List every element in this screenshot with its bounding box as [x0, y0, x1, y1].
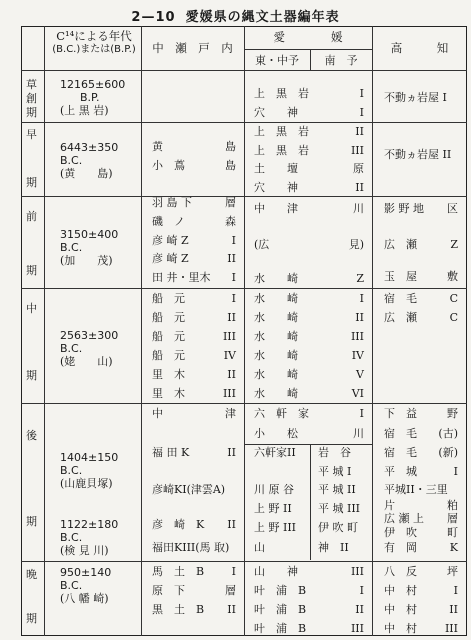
kochi-entry-site: 八 反	[384, 565, 417, 578]
nakase-entry	[152, 584, 236, 597]
nakase-entry-site: 黄	[152, 140, 163, 153]
kochi-entry-site: 平城II・三里	[384, 483, 448, 496]
ehime-east-entry: 上 野 III	[254, 521, 297, 534]
period-divider	[21, 288, 467, 289]
kochi-entry	[384, 407, 458, 420]
nakase-entry-type: III	[222, 387, 236, 400]
ehime-entry-type: I	[359, 106, 364, 119]
nakase-entry-site: 船 元	[152, 330, 185, 343]
period-label: 晩	[26, 568, 37, 581]
nakase-entry	[152, 271, 236, 284]
ehime-south-entry: 岩 谷	[318, 446, 351, 459]
kochi-entry-site: 不動ヵ岩屋 I	[384, 91, 447, 104]
ehime-entry-site: 水 崎	[254, 349, 298, 362]
nakase-entry-type: II	[227, 368, 236, 381]
ehime-entry	[254, 272, 364, 285]
ehime-entry-site: 水 崎	[254, 272, 298, 285]
page-title	[0, 6, 471, 25]
ehime-east-entry: 上 野 II	[254, 502, 292, 515]
ehime-south-entry: 伊 吹 町	[318, 521, 358, 534]
ehime-entry	[254, 202, 364, 215]
subcol-divider	[310, 444, 311, 560]
nakase-entry-site: 里 木	[152, 368, 185, 381]
kochi-entry	[384, 526, 458, 539]
nakase-entry-type: III	[222, 330, 236, 343]
nakase-entry-type: 森	[225, 215, 236, 228]
ehime-entry-site: 土 壇	[254, 162, 298, 175]
nakase-entry-type: I	[231, 292, 236, 305]
kochi-entry-type: I	[453, 465, 458, 478]
date-site: (検 見 川)	[60, 544, 109, 557]
kochi-entry-type: (新)	[438, 446, 458, 459]
nakase-entry-type: II	[227, 311, 236, 324]
period-label: 期	[26, 369, 37, 382]
kochi-entry-type: 野	[447, 407, 458, 420]
kochi-entry-site: 平 城	[384, 465, 417, 478]
ehime-entry	[254, 349, 364, 362]
ehime-entry	[254, 330, 364, 343]
ehime-south-entry: 平 城 II	[318, 483, 356, 496]
date-entry	[60, 566, 140, 605]
ehime-entry-type: I	[359, 407, 364, 420]
ehime-entry-site: 上 黒 岩	[254, 87, 309, 100]
nakase-entry-site: 福田KIII(馬 取)	[152, 541, 230, 554]
kochi-entry-site: 影 野 地	[384, 202, 424, 215]
date-entry	[60, 141, 140, 180]
nakase-entry-type: 島	[225, 159, 236, 172]
period-label: 期	[26, 515, 37, 528]
ehime-entry	[254, 181, 364, 194]
date-site: (加 茂)	[60, 254, 113, 267]
kochi-entry	[384, 512, 458, 525]
nakase-entry	[152, 159, 236, 172]
ehime-entry-site: (広	[254, 238, 270, 251]
c14-header-line1: C¹⁴による年代	[56, 29, 132, 43]
date-era: B.C.	[60, 464, 83, 477]
kochi-entry-site: 片	[384, 499, 395, 512]
ehime-entry-type: III	[350, 565, 364, 578]
kochi-entry	[384, 603, 458, 616]
col-divider	[244, 26, 245, 636]
nakase-entry-type: IV	[223, 349, 236, 362]
kochi-entry-type: Z	[450, 238, 458, 251]
nakase-entry-site: 船 元	[152, 349, 185, 362]
kochi-entry	[384, 483, 458, 496]
ehime-entry-type: 川	[353, 427, 364, 440]
kochi-entry-type: C	[449, 292, 458, 305]
kochi-entry	[384, 565, 458, 578]
date-era: B.C.	[60, 154, 83, 167]
nakase-entry-site: 羽 島 下	[152, 196, 192, 209]
nakase-entry-site: 船 元	[152, 311, 185, 324]
ehime-entry-type: II	[355, 603, 364, 616]
kochi-entry-site: 下 益	[384, 407, 417, 420]
ehime-entry-site: 叶 浦 B	[254, 584, 307, 597]
col-divider	[141, 26, 142, 636]
nakase-entry	[152, 292, 236, 305]
ehime-entry	[254, 368, 364, 381]
ehime-entry-type: II	[355, 125, 364, 138]
kochi-entry-type: II	[449, 603, 458, 616]
ehime-entry	[254, 238, 364, 251]
nakase-entry	[152, 311, 236, 324]
kochi-entry	[384, 270, 458, 283]
nakase-header: 中 瀬 戸 内	[152, 41, 233, 55]
period-label: 中	[26, 302, 37, 315]
kochi-entry-site: 不動ヵ岩屋 II	[384, 148, 452, 161]
kochi-entry-type: III	[444, 622, 458, 635]
ehime-entry-site: 水 崎	[254, 311, 298, 324]
ehime-entry-type: 原	[353, 162, 364, 175]
ehime-entry	[254, 565, 364, 578]
ehime-entry-type: 見)	[348, 238, 364, 251]
kochi-entry-type: 敷	[447, 270, 458, 283]
ehime-entry-type: Z	[356, 272, 364, 285]
ehime-east-entry: 六軒家II	[254, 446, 296, 459]
nakase-entry-type: 層	[225, 584, 236, 597]
date-site: (姥 山)	[60, 355, 113, 368]
nakase-entry-type: II	[227, 603, 236, 616]
table-number: 2—10	[131, 10, 176, 25]
nakase-entry	[152, 565, 236, 578]
ehime-east-entry: 川 原 谷	[254, 483, 294, 496]
ehime-entry-site: 水 崎	[254, 292, 298, 305]
nakase-entry	[152, 215, 236, 228]
kochi-entry-type: K	[449, 541, 458, 554]
ehime-entry	[254, 87, 364, 100]
c14-header-line2: (B.C.)または(B.P.)	[52, 44, 136, 55]
ehime-entry-site: 上 黒 岩	[254, 125, 309, 138]
date-site: (山鹿貝塚)	[60, 477, 113, 490]
ehime-entry	[254, 292, 364, 305]
date-entry	[60, 451, 140, 490]
kochi-entry-site: 玉 屋	[384, 270, 417, 283]
kochi-entry	[384, 238, 458, 251]
ehime-entry-site: 水 崎	[254, 368, 298, 381]
nakase-entry-type: 層	[225, 196, 236, 209]
nakase-entry	[152, 234, 236, 247]
ehime-entry-type: VI	[351, 387, 364, 400]
ehime-entry-site: 叶 浦 B	[254, 622, 307, 635]
col-divider	[372, 26, 373, 636]
ehime-entry-type: V	[356, 368, 364, 381]
nakase-entry-site: 船 元	[152, 292, 185, 305]
subheader-divider	[244, 49, 372, 50]
kochi-entry-site: 広 瀬	[384, 311, 417, 324]
kochi-entry-type: (古)	[438, 427, 458, 440]
kochi-entry-site: 有 岡	[384, 541, 417, 554]
date-value: 1122±180	[60, 518, 119, 531]
col-divider	[44, 26, 45, 636]
ehime-entry-site: 上 黒 岩	[254, 144, 309, 157]
date-value: 950±140	[60, 566, 112, 579]
nakase-entry-type: II	[227, 252, 236, 265]
kochi-entry-type: 粕	[447, 499, 458, 512]
nakase-entry-site: 田 井・里木	[152, 271, 211, 284]
date-era: B.C.	[60, 579, 83, 592]
nakase-entry-type: I	[231, 565, 236, 578]
ehime-entry-type: III	[350, 330, 364, 343]
nakase-entry	[152, 196, 236, 209]
kochi-entry	[384, 541, 458, 554]
kochi-entry	[384, 446, 458, 459]
ehime-east-entry: 山	[254, 541, 265, 554]
nakase-entry-type: II	[227, 446, 236, 459]
nakase-entry	[152, 407, 236, 420]
kochi-entry-type: 層	[447, 512, 458, 525]
nakase-entry-type: I	[231, 271, 236, 284]
nakase-entry	[152, 140, 236, 153]
kochi-entry-site: 伊 吹	[384, 526, 417, 539]
date-entry	[60, 329, 140, 368]
ehime-entry	[254, 387, 364, 400]
kochi-header: 高 知	[390, 41, 449, 55]
kochi-entry	[384, 427, 458, 440]
nakase-entry-site: 磯 ノ	[152, 215, 185, 228]
nakase-entry-site: 彦 崎 Z	[152, 234, 189, 247]
nakase-entry	[152, 368, 236, 381]
ehime-entry	[254, 144, 364, 157]
ehime-entry	[254, 162, 364, 175]
table-title: 愛媛県の縄文土器編年表	[185, 10, 340, 25]
date-entry	[60, 228, 140, 267]
kochi-entry-site: 中 村	[384, 603, 417, 616]
nakase-entry-type: II	[227, 518, 236, 531]
nakase-entry	[152, 483, 236, 496]
period-label: 期	[26, 176, 37, 189]
nakase-entry-site: 彦 崎 K	[152, 518, 205, 531]
kochi-entry	[384, 148, 458, 161]
ehime-entry-site: 穴 神	[254, 181, 298, 194]
kochi-entry	[384, 202, 458, 215]
ehime-entry-type: I	[359, 87, 364, 100]
kochi-entry-site: 宿 毛	[384, 427, 417, 440]
kochi-entry	[384, 292, 458, 305]
period-label: 後	[26, 429, 37, 442]
period-divider	[21, 561, 467, 562]
nakase-entry-site: 福 田 K	[152, 446, 190, 459]
nakase-entry-site: 馬 土 B	[152, 565, 205, 578]
nakase-entry-site: 彦崎KI(津雲A)	[152, 483, 226, 496]
nakase-entry-site: 原 下	[152, 584, 185, 597]
kochi-entry-type: 町	[447, 526, 458, 539]
kochi-entry	[384, 465, 458, 478]
date-value: 12165±600	[60, 78, 126, 91]
date-site: (上 黒 岩)	[60, 104, 109, 117]
kochi-entry-site: 中 村	[384, 584, 417, 597]
period-divider	[21, 196, 467, 197]
ehime-header: 愛 媛	[273, 30, 343, 44]
ehime-entry-type: II	[355, 181, 364, 194]
date-site: (八 幡 崎)	[60, 592, 109, 605]
kochi-entry-site: 広 瀬	[384, 238, 417, 251]
kochi-entry-site: 中 村	[384, 622, 417, 635]
kochi-entry	[384, 311, 458, 324]
period-label: 期	[26, 612, 37, 625]
ehime-subdivider	[244, 444, 372, 445]
ehime-entry-type: IV	[351, 349, 364, 362]
date-era: B.C.	[60, 241, 83, 254]
ehime-entry-site: 水 崎	[254, 330, 298, 343]
ehime-entry-site: 穴 神	[254, 106, 298, 119]
ehime-south-entry: 神 II	[318, 541, 349, 554]
nakase-entry	[152, 252, 236, 265]
ehime-entry-site: 山 神	[254, 565, 298, 578]
period-label: 期	[26, 106, 37, 119]
period-label: 前	[26, 210, 37, 223]
nakase-entry-type: 津	[225, 407, 236, 420]
ehime-entry-site: 中 津	[254, 202, 298, 215]
kochi-entry	[384, 91, 458, 104]
nakase-entry	[152, 603, 236, 616]
nakase-entry-site: 里 木	[152, 387, 185, 400]
nakase-entry-site: 黒 土 B	[152, 603, 205, 616]
date-value: 2563±300	[60, 329, 119, 342]
period-divider	[21, 403, 467, 404]
kochi-entry-site: 宿 毛	[384, 292, 417, 305]
ehime-entry-site: 叶 浦 B	[254, 603, 307, 616]
date-era: B.C.	[60, 531, 83, 544]
ehime-entry-site: 小 松	[254, 427, 298, 440]
ehime-entry	[254, 603, 364, 616]
period-label: 創	[26, 92, 37, 105]
c14-header	[50, 30, 138, 56]
period-divider	[21, 122, 467, 123]
nakase-entry-site: 彦 崎 Z	[152, 252, 189, 265]
ehime-entry	[254, 584, 364, 597]
nakase-entry	[152, 349, 236, 362]
ehime-entry	[254, 407, 364, 420]
kochi-entry-type: C	[449, 311, 458, 324]
nakase-entry	[152, 541, 236, 554]
date-era: B.P.	[80, 91, 100, 104]
kochi-entry-site: 宿 毛	[384, 446, 417, 459]
nakase-entry	[152, 330, 236, 343]
ehime-entry-type: 川	[353, 202, 364, 215]
ehime-entry-type: II	[355, 311, 364, 324]
date-entry	[60, 518, 140, 557]
kochi-entry	[384, 584, 458, 597]
east-mid-header: 東・中予	[255, 54, 299, 67]
header-divider	[21, 70, 467, 71]
date-era: B.C.	[60, 342, 83, 355]
nakase-entry	[152, 387, 236, 400]
ehime-entry-type: I	[359, 292, 364, 305]
kochi-entry-type: 区	[447, 202, 458, 215]
nakase-entry-type: I	[231, 234, 236, 247]
kochi-entry	[384, 499, 458, 512]
nanyo-header: 南 予	[324, 54, 358, 67]
nakase-entry	[152, 446, 236, 459]
ehime-entry-site: 水 崎	[254, 387, 298, 400]
date-entry	[60, 78, 140, 117]
period-label: 期	[26, 264, 37, 277]
nakase-entry	[152, 518, 236, 531]
period-label: 早	[26, 128, 37, 141]
date-value: 6443±350	[60, 141, 119, 154]
kochi-entry-site: 広 瀬 上	[384, 512, 424, 525]
ehime-entry-type: III	[350, 622, 364, 635]
date-site: (黄 島)	[60, 167, 113, 180]
ehime-entry	[254, 125, 364, 138]
ehime-entry	[254, 311, 364, 324]
date-value: 3150±400	[60, 228, 119, 241]
ehime-entry-type: I	[359, 584, 364, 597]
ehime-south-entry: 平 城 I	[318, 465, 352, 478]
nakase-entry-site: 小 蔦	[152, 159, 185, 172]
ehime-entry	[254, 106, 364, 119]
ehime-entry-site: 六 軒 家	[254, 407, 309, 420]
ehime-entry	[254, 622, 364, 635]
date-value: 1404±150	[60, 451, 119, 464]
nakase-entry-type: 島	[225, 140, 236, 153]
kochi-entry-type: 坪	[447, 565, 458, 578]
kochi-entry-type: I	[453, 584, 458, 597]
kochi-entry	[384, 622, 458, 635]
nakase-entry-site: 中	[152, 407, 163, 420]
ehime-entry-type: III	[350, 144, 364, 157]
ehime-entry	[254, 427, 364, 440]
period-label: 草	[26, 78, 37, 91]
ehime-south-entry: 平 城 III	[318, 502, 361, 515]
